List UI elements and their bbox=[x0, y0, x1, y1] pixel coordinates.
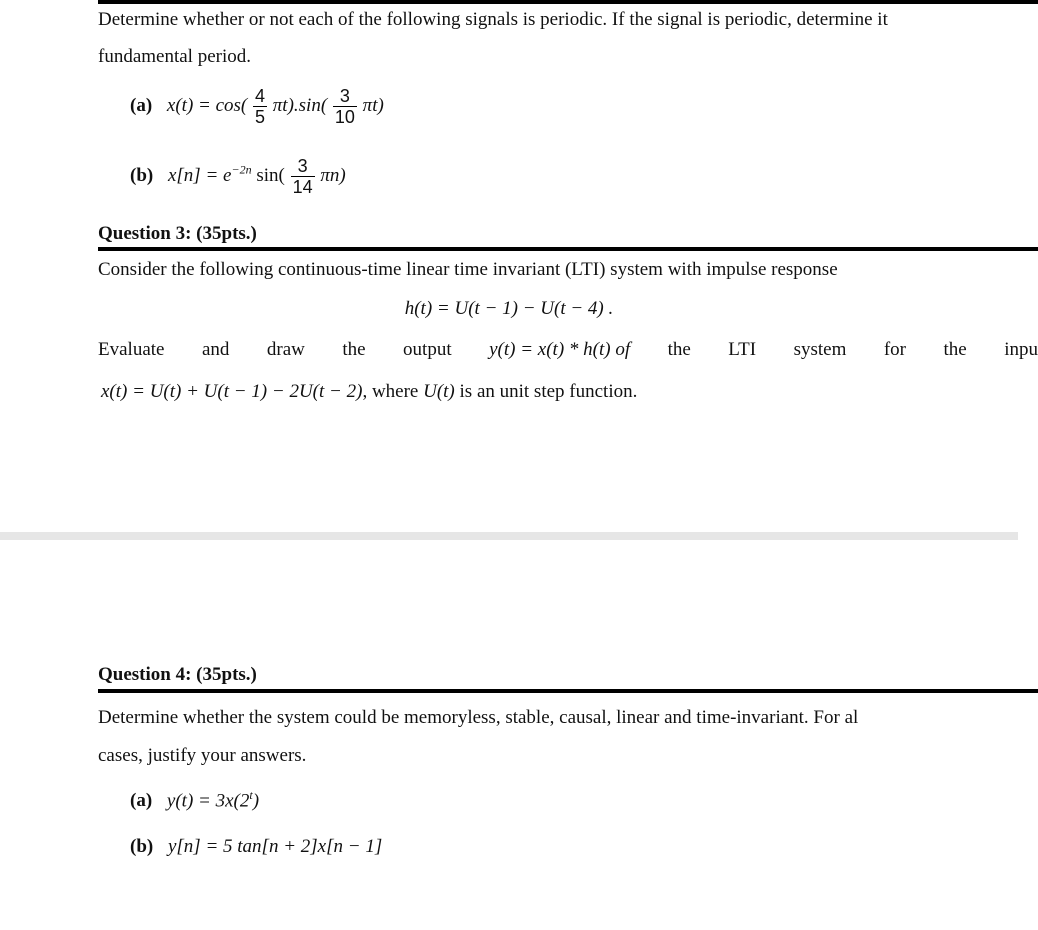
fraction-3-14 bbox=[291, 156, 315, 197]
intro-line-1: Determine whether or not each of the following signals is periodic. If the signal is periodic, determine it bbox=[98, 9, 888, 30]
part-b-label: (b) bbox=[130, 164, 154, 186]
unit-step-symbol: U(t) bbox=[423, 381, 455, 402]
q4-line-1: Determine whether the system could be memoryless, stable, causal, linear and time-invariant. For al bbox=[98, 707, 859, 728]
q3-word: draw bbox=[266, 339, 305, 360]
part-a-mid: πt).sin( bbox=[272, 94, 328, 116]
q4-line-2: cases, justify your answers. bbox=[98, 745, 307, 766]
impulse-response-equation: h(t) = U(t − 1) − U(t − 4) . bbox=[404, 298, 614, 319]
q3-word: the bbox=[943, 339, 967, 360]
frac3-numerator: 3 bbox=[291, 156, 315, 177]
frac1-denominator: 5 bbox=[255, 107, 266, 127]
output-equation: y(t) = x(t) * h(t) of bbox=[489, 339, 631, 360]
q4-part-a bbox=[130, 788, 259, 812]
q3-word: LTI bbox=[728, 339, 757, 360]
q3-word: and bbox=[201, 339, 230, 360]
q3-word: the bbox=[667, 339, 691, 360]
part-a-signal bbox=[130, 86, 384, 127]
q3-word: output bbox=[403, 339, 452, 360]
question-3-rule bbox=[98, 247, 1038, 251]
part-b-mid: sin( bbox=[251, 164, 285, 186]
part-b-lhs: x[n] = e bbox=[167, 164, 232, 186]
q3-line-3-mid: , where bbox=[362, 381, 424, 402]
frac3-denominator: 14 bbox=[292, 177, 313, 197]
fraction-4-5 bbox=[253, 86, 267, 127]
input-equation: x(t) = U(t) + U(t − 1) − 2U(t − 2) bbox=[101, 381, 363, 402]
frac2-numerator: 3 bbox=[333, 86, 357, 107]
q3-word: inpu bbox=[1004, 339, 1038, 360]
q3-line-1: Consider the following continuous-time linear time invariant (LTI) system with impulse response bbox=[98, 259, 838, 280]
q3-word: Evaluate bbox=[98, 339, 165, 360]
q3-word: the bbox=[342, 339, 366, 360]
q4-part-b-expr: y[n] = 5 tan[n + 2]x[n − 1] bbox=[167, 836, 383, 857]
part-b-tail: πn) bbox=[320, 164, 346, 186]
q4-part-b-label: (b) bbox=[130, 836, 154, 857]
q4-part-a-exponent: t bbox=[249, 788, 253, 802]
q4-part-a-lhs: y(t) = 3x(2 bbox=[166, 790, 250, 812]
part-a-tail: πt) bbox=[362, 94, 384, 116]
frac2-denominator: 10 bbox=[334, 107, 355, 127]
frac1-numerator: 4 bbox=[255, 86, 266, 106]
top-rule bbox=[98, 0, 1038, 4]
q4-part-a-label: (a) bbox=[130, 790, 153, 812]
question-4-rule bbox=[98, 689, 1038, 693]
q3-word: system bbox=[793, 339, 847, 360]
intro-line-2: fundamental period. bbox=[98, 46, 252, 67]
part-b-exponent: −2n bbox=[231, 162, 252, 177]
q3-line-3 bbox=[101, 380, 637, 404]
document-page-2 bbox=[0, 540, 1018, 930]
part-a-lhs: x(t) = cos( bbox=[166, 94, 248, 116]
q3-word: for bbox=[883, 339, 906, 360]
q4-part-a-tail: ) bbox=[252, 790, 260, 812]
part-b-signal bbox=[130, 156, 346, 197]
q3-line-3-tail: is an unit step function. bbox=[454, 381, 638, 402]
question-4-title: Question 4: (35pts.) bbox=[98, 664, 257, 685]
part-a-label: (a) bbox=[130, 94, 153, 116]
fraction-3-10 bbox=[333, 86, 357, 127]
q3-line-2 bbox=[98, 339, 1038, 361]
question-3-title: Question 3: (35pts.) bbox=[98, 223, 257, 244]
q4-part-b bbox=[130, 836, 382, 858]
page-separator bbox=[0, 532, 1018, 540]
